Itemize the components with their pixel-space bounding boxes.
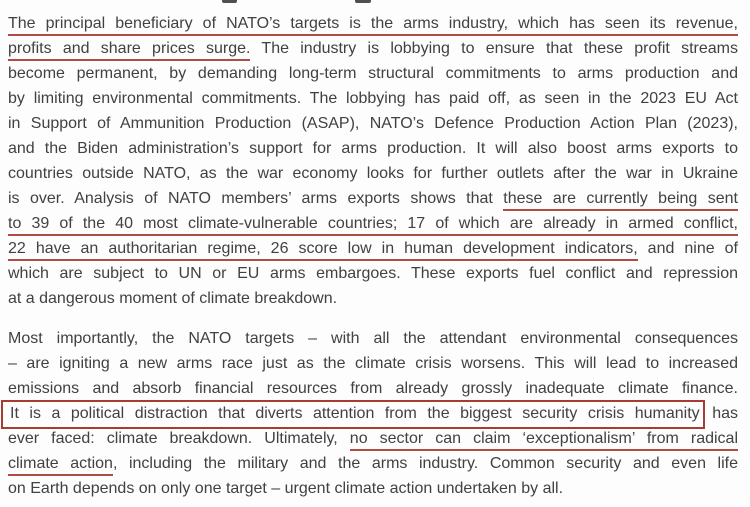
text-segment: by limiting environmental commitments. The lobbying has paid off, as seen in the 2023 EU Act xyxy=(8,90,738,107)
text-line xyxy=(8,11,738,36)
text-segment: and the Biden administration’s support for arms production. It will also boost arms exports to xyxy=(8,140,738,157)
text-segment: emissions and absorb financial resources from already grossly inadequate climate finance. xyxy=(8,380,738,397)
text-line xyxy=(8,286,738,311)
underlined-phrase: The principal beneficiary of NATO’s targets is the arms industry, which has seen its revenue, xyxy=(8,15,738,36)
underlined-phrase: these are currently being sent xyxy=(503,190,738,211)
text-segment: become permanent, by demanding long-term structural commitments to arms production and xyxy=(8,65,738,82)
underlined-phrase: to 39 of the 40 most climate-vulnerable countries; 17 of which are already in armed conflict, xyxy=(8,215,738,236)
text-line xyxy=(8,351,738,376)
text-line xyxy=(8,451,738,476)
text-line xyxy=(8,211,738,236)
text-segment: and nine of xyxy=(637,240,739,257)
text-segment: at a dangerous moment of climate breakdown. xyxy=(8,290,338,307)
text-segment: in Support of Ammunition Production (ASAP), NATO’s Defence Production Action Plan (2023), xyxy=(8,115,738,132)
text-line xyxy=(8,326,738,351)
text-line xyxy=(8,236,738,261)
text-line xyxy=(8,376,738,401)
text-segment: – are igniting a new arms race just as the climate crisis worsens. This will lead to increased xyxy=(8,355,738,372)
text-segment: on Earth depends on only one target – urgent climate action undertaken by all. xyxy=(8,480,564,497)
text-line xyxy=(8,186,738,211)
underlined-phrase: profits and share prices surge. xyxy=(8,40,250,61)
text-line xyxy=(8,426,738,451)
text-segment: has xyxy=(701,405,738,422)
text-segment: The industry is lobbying to ensure that these profit streams xyxy=(250,40,738,57)
text-line xyxy=(8,401,738,426)
text-segment: , including the military and the arms industry. Common security and even life xyxy=(112,455,738,472)
text-segment: Most importantly, the NATO targets – with all the attendant environmental consequences xyxy=(8,330,738,347)
text-line xyxy=(8,61,738,86)
text-segment: which are subject to UN or EU arms embargoes. These exports fuel conflict and repression xyxy=(8,265,738,282)
paragraph xyxy=(8,326,738,501)
text-line xyxy=(8,476,738,501)
text-line xyxy=(8,36,738,61)
text-line xyxy=(8,161,738,186)
underlined-phrase: no sector can claim ‘exceptionalism’ from radical xyxy=(350,430,738,451)
text-segment: ever faced: climate breakdown. Ultimately, xyxy=(8,430,350,447)
text-line xyxy=(8,111,738,136)
underlined-phrase: 22 have an authoritarian regime, 26 score low in human development indicators, xyxy=(8,240,638,261)
text-segment: countries outside NATO, as the war economy looks for further outlets after the war in Ukraine xyxy=(8,165,738,182)
boxed-phrase: It is a political distraction that diverts attention from the biggest security crisis humanity xyxy=(1,400,705,429)
paragraph xyxy=(8,11,738,311)
text-line xyxy=(8,86,738,111)
underlined-phrase: climate action xyxy=(8,455,113,476)
text-segment: is over. Analysis of NATO members’ arms exports shows that xyxy=(8,190,504,207)
text-line xyxy=(8,136,738,161)
text-line xyxy=(8,261,738,286)
